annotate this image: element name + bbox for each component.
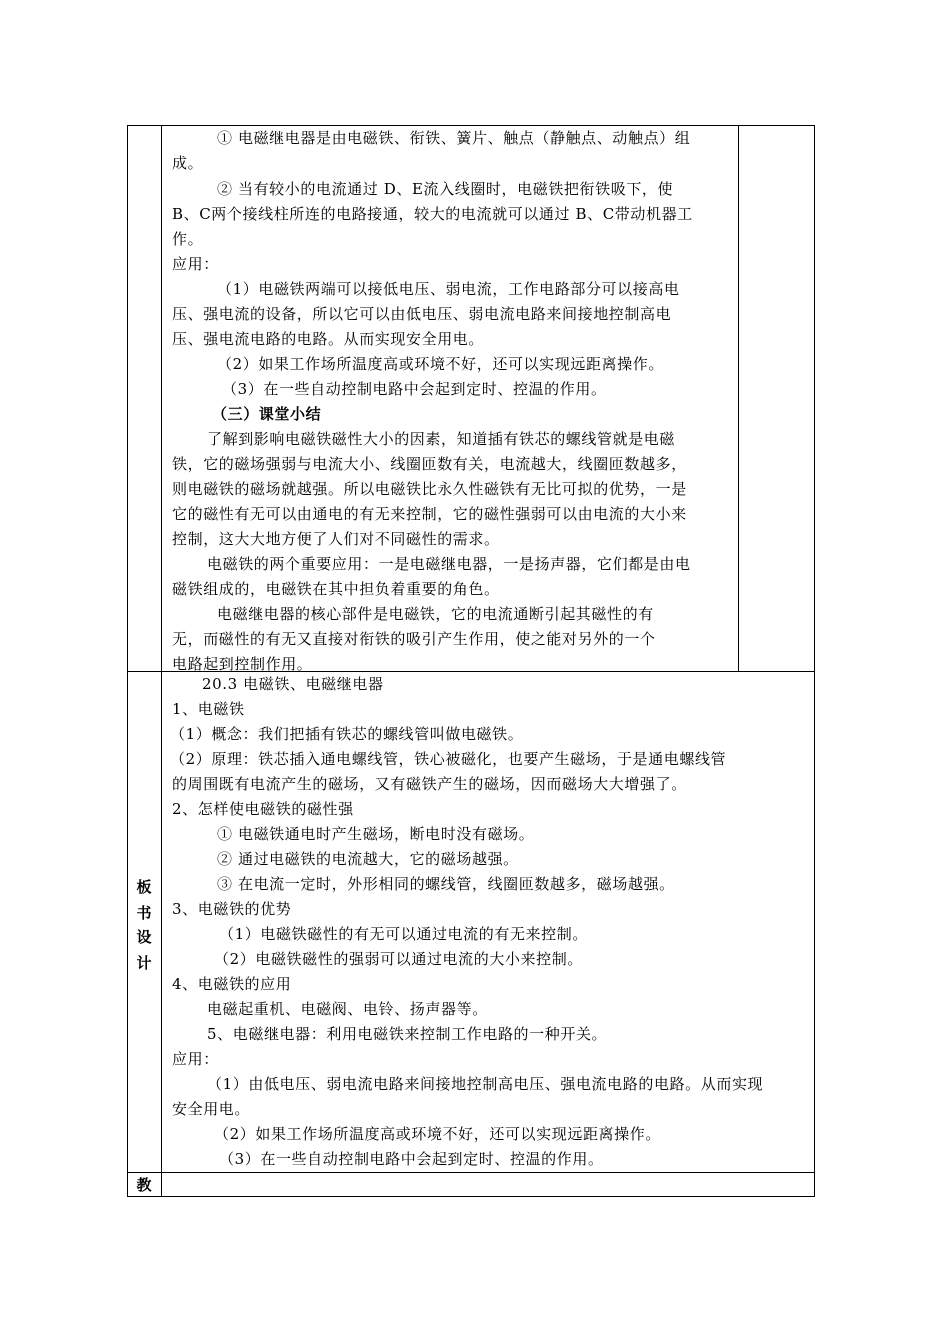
content-line: 铁，它的磁场强弱与电流大小、线圈匝数有关，电流越大，线圈匝数越多，: [172, 455, 687, 473]
content-line: 压、强电流的设备，所以它可以由低电压、弱电流电路来间接地控制高电: [172, 305, 672, 323]
board-line: （2）电磁铁磁性的强弱可以通过电流的大小来控制。: [214, 950, 583, 968]
board-line: 1、电磁铁: [172, 700, 245, 718]
content-line: 控制，这大大地方便了人们对不同磁性的需求。: [172, 530, 500, 548]
content-line: （3）在一些自动控制电路中会起到定时、控温的作用。: [222, 380, 607, 398]
content-line: 磁铁组成的，电磁铁在其中担负着重要的角色。: [172, 580, 500, 598]
board-line: （1）概念：我们把插有铁芯的螺线管叫做电磁铁。: [170, 725, 524, 743]
content-line: 作。: [172, 230, 204, 248]
content-line: 应用：: [172, 255, 219, 273]
content-line: 电磁继电器的核心部件是电磁铁，它的电流通断引起其磁性的有: [217, 605, 654, 623]
section2-label-char: 计: [136, 954, 152, 972]
board-line: 电磁起重机、电磁阀、电铃、扬声器等。: [207, 1000, 488, 1018]
content-line: 了解到影响电磁铁磁性大小的因素，知道插有铁芯的螺线管就是电磁: [207, 430, 676, 448]
content-line: ① 电磁继电器是由电磁铁、衔铁、簧片、触点（静触点、动触点）组: [217, 129, 691, 147]
board-line: （3）在一些自动控制电路中会起到定时、控温的作用。: [219, 1150, 604, 1168]
board-line: （1）电磁铁磁性的有无可以通过电流的有无来控制。: [219, 925, 588, 943]
section2-label-cell: [127, 672, 161, 1172]
board-line: 的周围既有电流产生的磁场，又有磁铁产生的磁场，因而磁场大大增强了。: [172, 775, 687, 793]
board-line: ① 电磁铁通电时产生磁场，断电时没有磁场。: [217, 825, 535, 843]
board-line: ③ 在电流一定时，外形相同的螺线管，线圈匝数越多，磁场越强。: [217, 875, 675, 893]
board-line: （2）原理：铁芯插入通电螺线管，铁心被磁化，也要产生磁场，于是通电螺线管: [170, 750, 727, 768]
section2-content: [162, 672, 814, 1172]
board-line: （2）如果工作场所温度高或环境不好，还可以实现远距离操作。: [214, 1125, 661, 1143]
section1-content: [127, 125, 738, 671]
board-line: 3、电磁铁的优势: [172, 900, 292, 918]
notes-column-divider: [738, 125, 739, 672]
table-border-right: [814, 125, 815, 1197]
content-line: 则电磁铁的磁场就越强。所以电磁铁比永久性磁铁有无比可拟的优势，一是: [172, 480, 687, 498]
board-line: 应用：: [172, 1050, 219, 1068]
content-line: 电磁铁的两个重要应用：一是电磁继电器，一是扬声器，它们都是由电: [207, 555, 691, 573]
content-line: 电路起到控制作用。: [172, 655, 313, 673]
board-line: 4、电磁铁的应用: [172, 975, 292, 993]
board-line: 安全用电。: [172, 1100, 251, 1118]
content-line: （1）电磁铁两端可以接低电压、弱电流，工作电路部分可以接高电: [217, 280, 680, 298]
section3-label-char: 教: [136, 1176, 152, 1194]
content-line: ② 当有较小的电流通过 D、E流入线圈时，电磁铁把衔铁吸下，使: [217, 180, 674, 198]
row-divider-2: [127, 1172, 815, 1173]
table-border-bottom: [127, 1196, 815, 1197]
content-line: 它的磁性有无可以由通电的有无来控制，它的磁性强弱可以由电流的大小来: [172, 505, 687, 523]
board-line: （1）由低电压、弱电流电路来间接地控制高电压、强电流电路的电路。从而实现: [207, 1075, 764, 1093]
lesson-table: [127, 125, 815, 1197]
content-line: 无，而磁性的有无又直接对衔铁的吸引产生作用，使之能对另外的一个: [172, 630, 656, 648]
section-heading: （三）课堂小结: [212, 405, 322, 423]
board-line: 2、怎样使电磁铁的磁性强: [172, 800, 354, 818]
section3-label-cell: [127, 1173, 161, 1196]
board-title: 20.3 电磁铁、电磁继电器: [202, 675, 384, 693]
section2-label-char: 书: [136, 904, 152, 922]
content-line: （2）如果工作场所温度高或环境不好，还可以实现远距离操作。: [217, 355, 664, 373]
section2-label-char: 设: [136, 928, 152, 946]
content-line: 成。: [172, 154, 204, 172]
section2-label-char: 板: [136, 878, 152, 896]
content-line: B、C两个接线柱所连的电路接通，较大的电流就可以通过 B、C带动机器工: [172, 205, 693, 223]
content-line: 压、强电流电路的电路。从而实现安全用电。: [172, 330, 485, 348]
board-line: 5、电磁继电器：利用电磁铁来控制工作电路的一种开关。: [207, 1025, 608, 1043]
board-line: ② 通过电磁铁的电流越大，它的磁场越强。: [217, 850, 519, 868]
